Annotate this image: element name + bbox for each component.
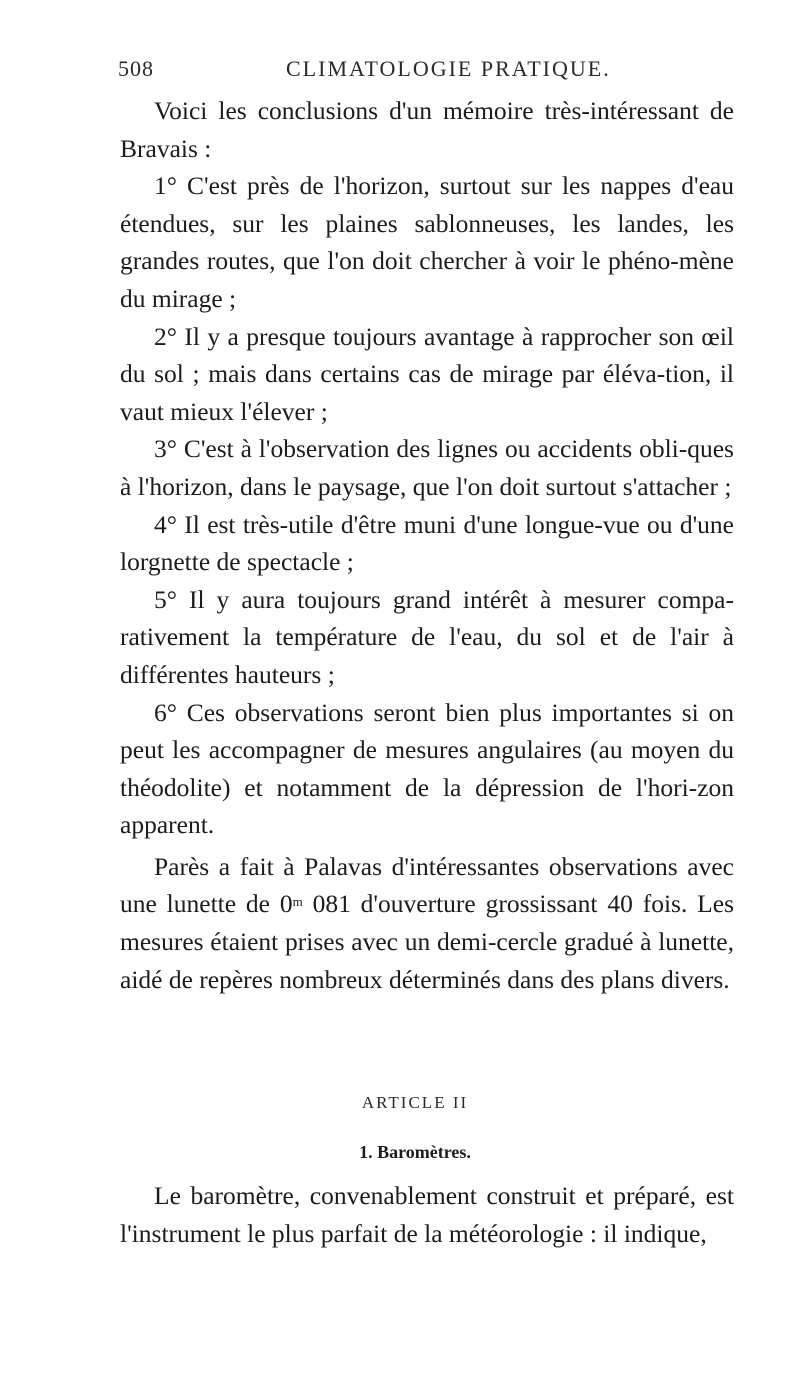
paragraph-item-2: 2° Il y a presque toujours avantage à rapprocher son œil du sol ; mais dans certains cas de mirage par éléva-tion, il vaut mieux l'élever ;	[120, 321, 734, 426]
paragraph-item-1: 1° C'est près de l'horizon, surtout sur les nappes d'eau étendues, sur les plaines sablonneuses, les landes, les grandes routes, que l'on doit chercher à voir le phéno-mène du mirage ;	[120, 171, 734, 313]
section-heading: 1. Baromètres.	[359, 1142, 471, 1162]
paragraph-barometre: Le baromètre, convenablement construit et préparé, est l'instrument le plus parfait de la météorologie : il indique,	[120, 1181, 734, 1248]
page-number: 508	[118, 56, 154, 81]
main-text-block	[120, 92, 734, 998]
article-heading: ARTICLE II	[361, 1093, 469, 1112]
pares-text-end: 081 d'ouverture grossissant 40 fois. Les mesures étaient prises avec un demi-cercle gradué à lunette, aidé de repères nombreux déterminés dans des plans divers.	[120, 889, 734, 994]
pares-text-start: Parès a fait à Palavas d'intéressantes observations avec une lunette de 0	[120, 851, 734, 919]
paragraph-item-3: 3° C'est à l'observation des lignes ou accidents obli-ques à l'horizon, dans le paysage, que l'on doit surtout s'attacher ;	[120, 434, 734, 501]
final-text-block	[120, 1177, 734, 1252]
paragraph-intro: Voici les conclusions d'un mémoire très-intéressant de Bravais :	[120, 96, 734, 163]
paragraph-item-5: 5° Il y aura toujours grand intérêt à mesurer compa-rativement la température de l'eau, du sol et de l'air à différentes hauteurs ;	[120, 584, 734, 689]
running-title: CLIMATOLOGIE PRATIQUE.	[286, 56, 611, 81]
paragraph-item-4: 4° Il est très-utile d'être muni d'une longue-vue ou d'une lorgnette de spectacle ;	[120, 509, 734, 577]
paragraph-pares	[120, 848, 734, 998]
unit-superscript: m	[292, 894, 303, 910]
paragraph-item-6: 6° Ces observations seront bien plus importantes si on peut les accompagner de mesures angulaires (au moyen du théodolite) et notamment de la dépression de l'hori-zon apparent.	[120, 697, 734, 840]
